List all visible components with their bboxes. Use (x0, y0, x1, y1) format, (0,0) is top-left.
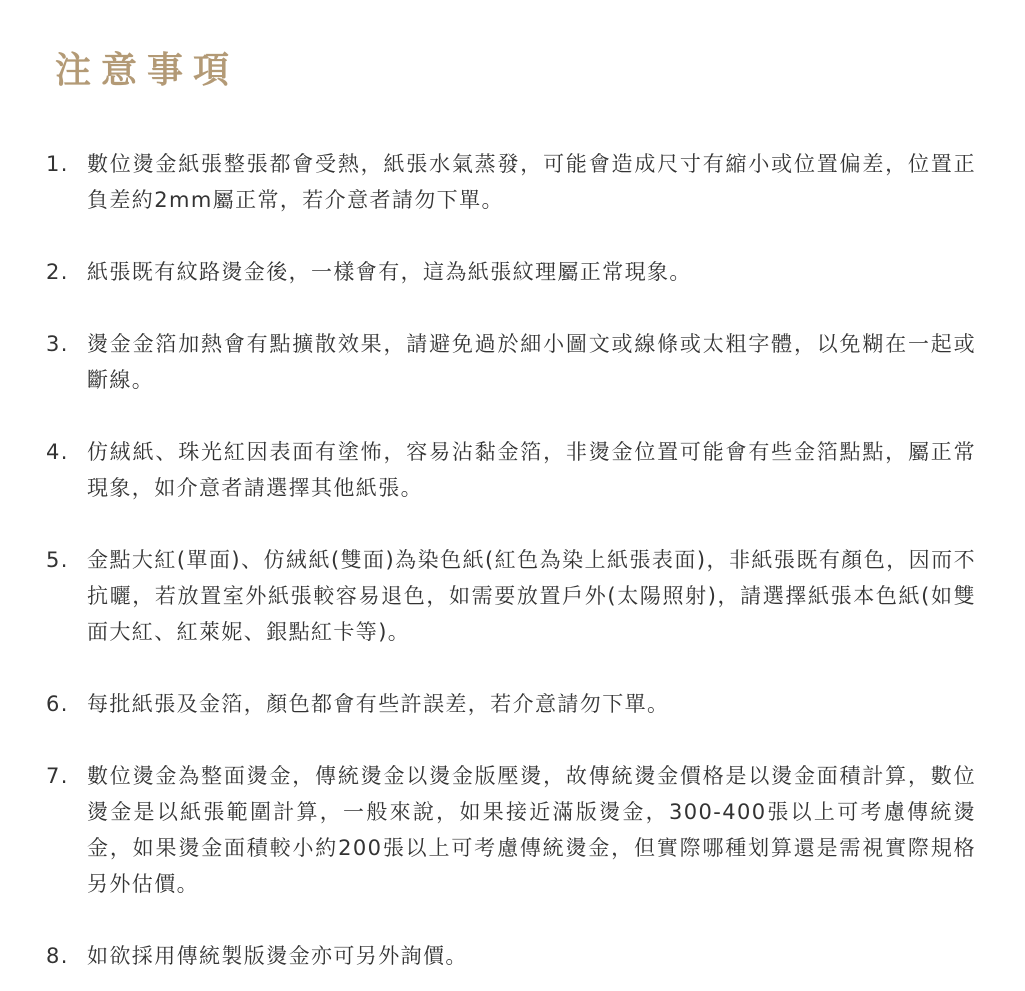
notice-item-3 (46, 326, 976, 398)
item-text: 數位燙金紙張整張都會受熱，紙張水氣蒸發，可能會造成尺寸有縮小或位置偏差，位置正負差約2mm屬正常，若介意者請勿下單。 (87, 152, 976, 212)
notice-item-6 (46, 686, 976, 722)
notice-item-2 (46, 254, 976, 290)
item-text: 每批紙張及金箔，顏色都會有些許誤差，若介意請勿下單。 (87, 692, 670, 716)
page-title: 注意事項 (55, 50, 240, 91)
item-number: 6. (46, 692, 69, 716)
notice-item-4 (46, 434, 976, 506)
item-number: 4. (46, 440, 69, 464)
item-number: 8. (46, 944, 69, 968)
notice-item-7 (46, 758, 976, 902)
notice-list (46, 146, 976, 974)
item-number: 2. (46, 260, 69, 284)
notice-item-1 (46, 146, 976, 218)
item-number: 7. (46, 764, 69, 788)
notice-item-8 (46, 938, 976, 974)
item-number: 1. (46, 152, 69, 176)
item-text: 金點大紅(單面)、仿絨紙(雙面)為染色紙(紅色為染上紙張表面)，非紙張既有顏色，因而不抗曬，若放置室外紙張較容易退色，如需要放置戶外(太陽照射)，請選擇紙張本色紙(如雙面大紅、紅萊妮、銀點紅卡等)。 (87, 548, 976, 644)
item-text: 燙金金箔加熱會有點擴散效果，請避免過於細小圖文或線條或太粗字體，以免糊在一起或斷線。 (87, 332, 976, 392)
item-text: 數位燙金為整面燙金，傳統燙金以燙金版壓燙，故傳統燙金價格是以燙金面積計算，數位燙金是以紙張範圍計算，一般來說，如果接近滿版燙金，300-400張以上可考慮傳統燙金，如果燙金面積較小約200張以上可考慮傳統燙金，但實際哪種划算還是需視實際規格另外估價。 (87, 764, 976, 896)
notice-item-5 (46, 542, 976, 650)
item-number: 3. (46, 332, 69, 356)
item-text: 仿絨紙、珠光紅因表面有塗怖，容易沾黏金箔，非燙金位置可能會有些金箔點點，屬正常現象，如介意者請選擇其他紙張。 (87, 440, 976, 500)
item-text: 如欲採用傳統製版燙金亦可另外詢價。 (87, 944, 468, 968)
item-text: 紙張既有紋路燙金後，一樣會有，這為紙張紋理屬正常現象。 (87, 260, 692, 284)
item-number: 5. (46, 548, 69, 572)
